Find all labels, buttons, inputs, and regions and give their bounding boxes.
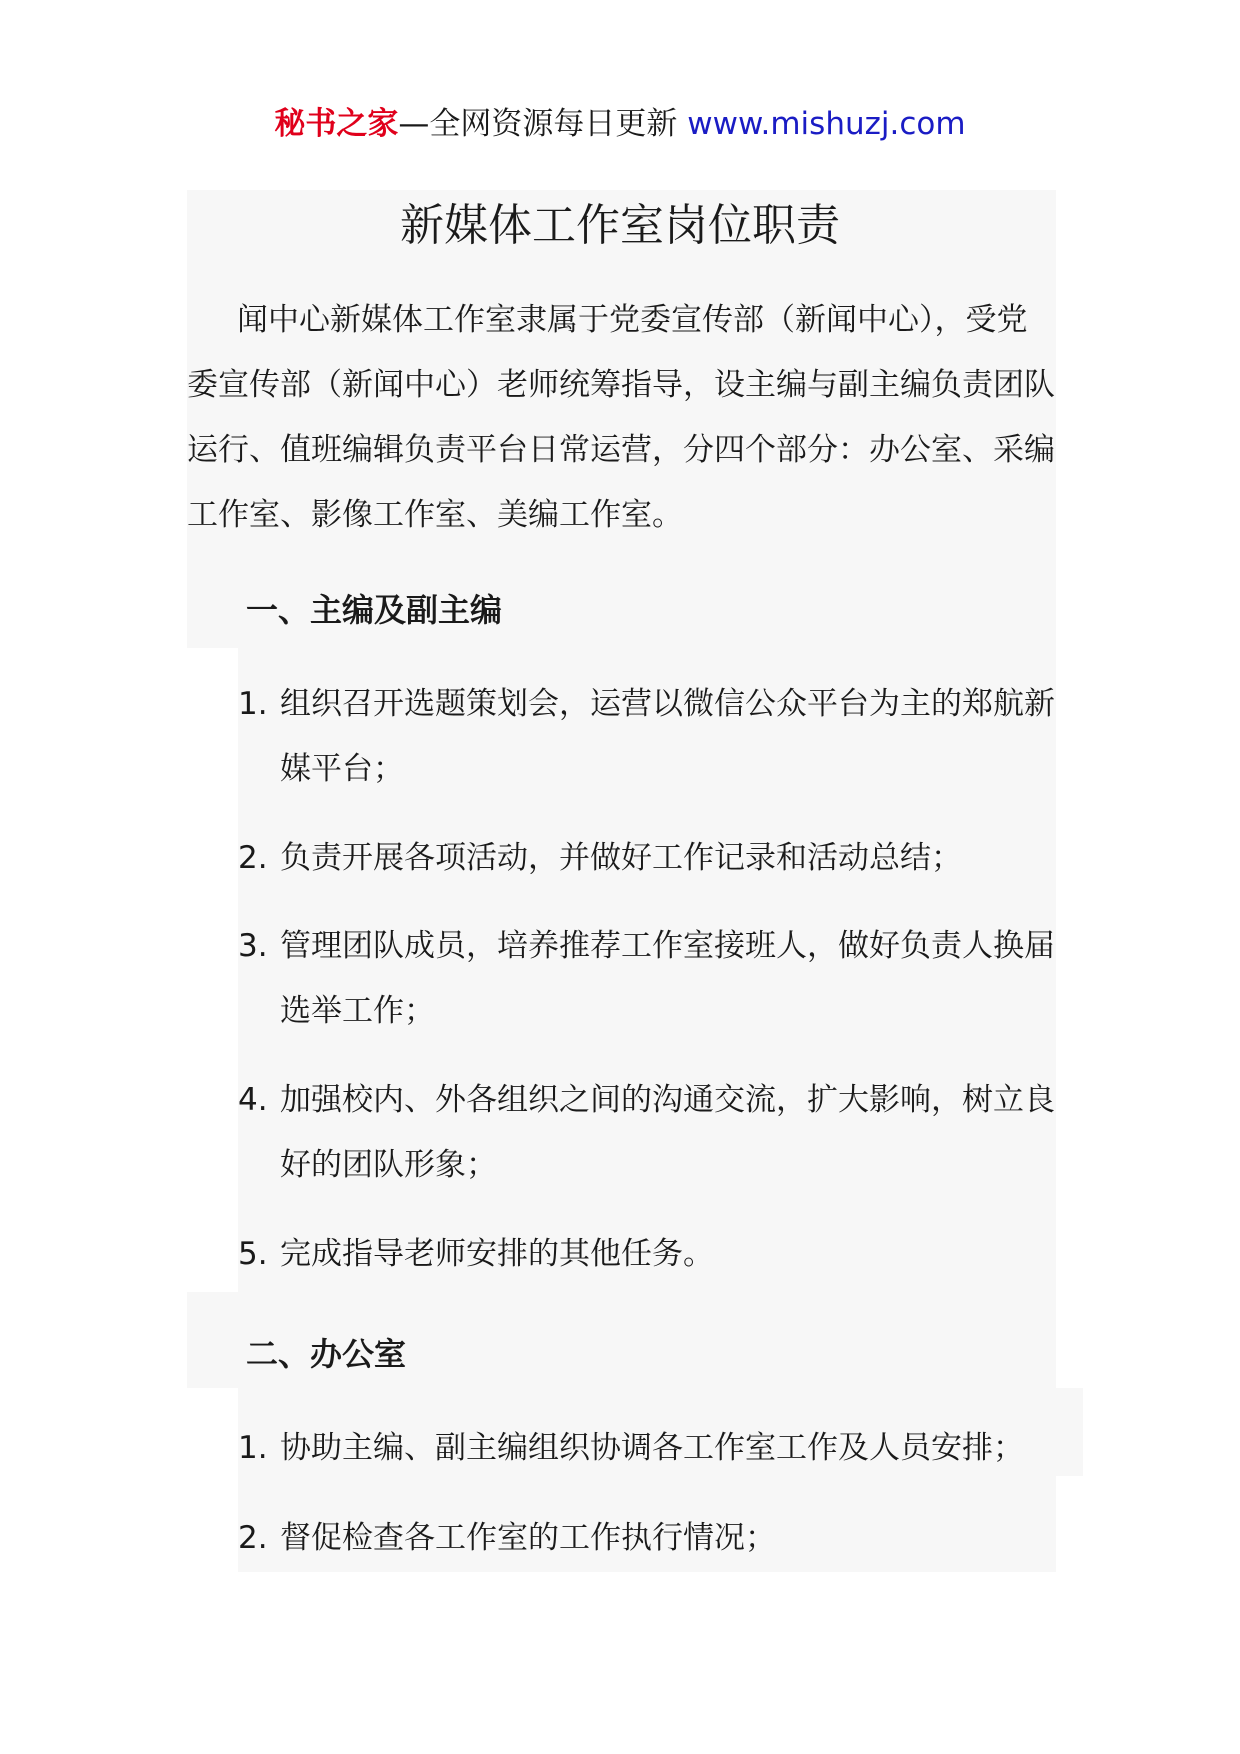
document-title: 新媒体工作室岗位职责 (400, 200, 840, 251)
list-item (238, 1506, 1068, 1571)
site-header (0, 100, 1240, 148)
list-number: 5. (238, 1236, 268, 1272)
section-heading: 一、主编及副主编 (246, 591, 503, 629)
intro-paragraph: 闻中心新媒体工作室隶属于党委宣传部（新闻中心），受党委宣传部（新闻中心）老师统筹指导，设主编与副主编负责团队运行、值班编辑负责平台日常运营，分四个部分：办公室、采编工作室、影像工作室、美编工作室。 (187, 302, 1055, 533)
section-heading: 二、办公室 (246, 1335, 407, 1373)
list-item (238, 914, 1068, 1044)
list-item-text: 协助主编、副主编组织协调各工作室工作及人员安排； (280, 1430, 1024, 1466)
list-item-text: 负责开展各项活动，并做好工作记录和活动总结； (280, 840, 962, 876)
site-url-link[interactable]: www.mishuzj.com (687, 106, 966, 142)
list-item-text: 加强校内、外各组织之间的沟通交流，扩大影响，树立良好的团队形象； (280, 1082, 1055, 1183)
list-number: 2. (238, 840, 268, 876)
list-item (238, 1416, 1098, 1481)
list-number: 1. (238, 1430, 268, 1466)
list-item-text: 管理团队成员，培养推荐工作室接班人，做好负责人换届选举工作； (280, 928, 1055, 1029)
list-number: 4. (238, 1082, 268, 1118)
site-tagline: —全网资源每日更新 (398, 106, 678, 142)
list-item (238, 826, 1068, 891)
list-item-text: 完成指导老师安排的其他任务。 (280, 1236, 714, 1272)
list-item-text: 督促检查各工作室的工作执行情况； (280, 1520, 776, 1556)
list-number: 1. (238, 686, 268, 722)
list-item-text: 组织召开选题策划会，运营以微信公众平台为主的郑航新媒平台； (280, 686, 1055, 787)
list-item (238, 1222, 1068, 1287)
site-name: 秘书之家 (274, 106, 399, 142)
list-number: 2. (238, 1520, 268, 1556)
list-number: 3. (238, 928, 268, 964)
list-item (238, 1068, 1068, 1198)
list-item (238, 672, 1068, 802)
